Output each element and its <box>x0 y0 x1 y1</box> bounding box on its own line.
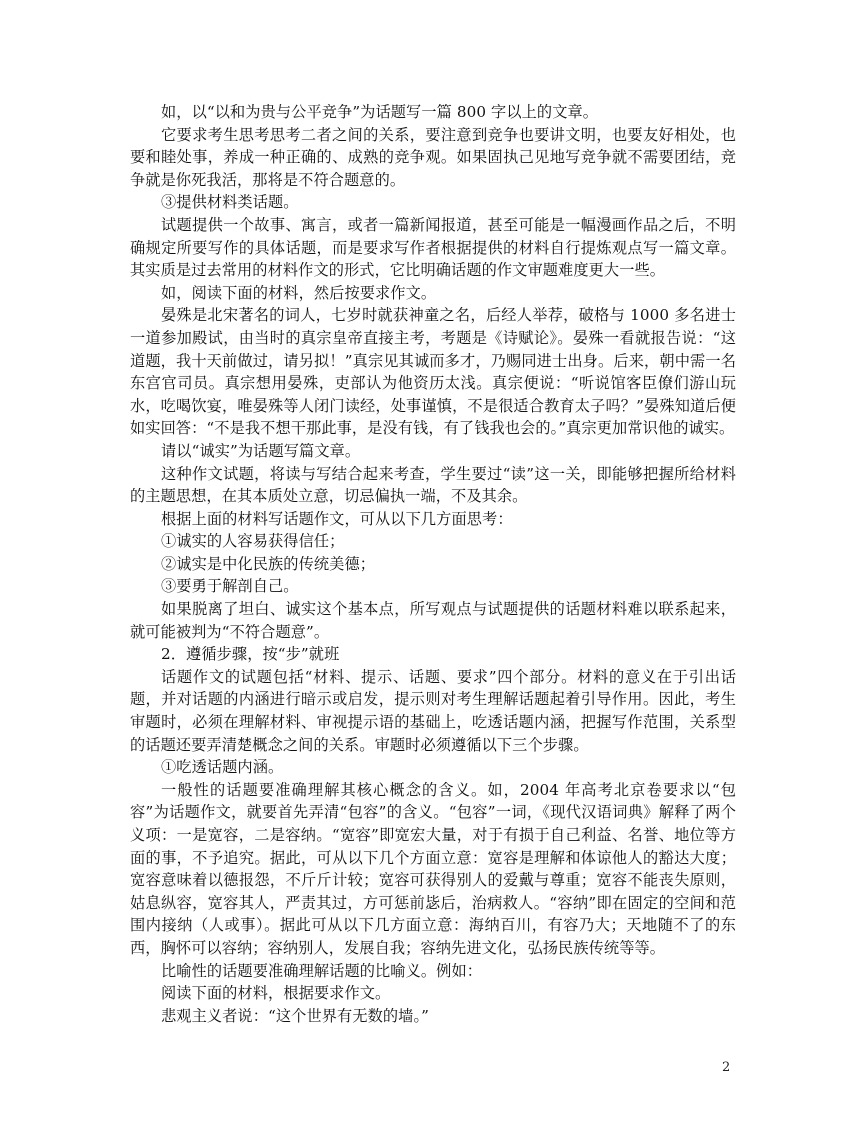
paragraph: 比喻性的话题要准确理解话题的比喻义。例如： <box>161 961 483 980</box>
paragraph: 请以“诚实”为话题写篇文章。 <box>161 441 361 460</box>
paragraph: 试题提供一个故事、寓言，或者一篇新闻报道，甚至可能是一幅漫画作品之后，不明确规定所要写作的具体话题，而是要求写作者根据提供的材料自行提炼观点写一篇文章。其实质是过去常用的材料作文的形式，它比明确话题的作文审题难度更大一些。 <box>130 215 736 280</box>
paragraph: 话题作文的试题包括“材料、提示、话题、要求”四个部分。材料的意义在于引出话题，并对话题的内涵进行暗示或启发，提示则对考生理解话题起着引导作用。因此，考生审题时，必须在理解材料、审视提示语的基础上，吃透话题内涵，把握写作范围，关系型的话题还要弄清楚概念之间的关系。审题时必须遵循以下三个步骤。 <box>130 667 736 754</box>
paragraph: 一般性的话题要准确理解其核心概念的含义。如，2004 年高考北京卷要求以“包容”为话题作文，就要首先弄清“包容”的含义。“包容”一词，《现代汉语词典》解释了两个义项：一是宽容，二是容纳。“宽容”即宽宏大量，对于有损于自己利益、名誉、地位等方面的事，不予追究。据此，可从以下几个方面立意：宽容是理解和体谅他人的豁达大度；宽容意味着以德报怨，不斤斤计较；宽容可获得别人的爱戴与尊重；宽容不能丧失原则，姑息纵容，宽容其人，严责其过，方可惩前毖后，治病救人。“容纳”即在固定的空间和范围内接纳（人或事）。据此可从以下几方面立意：海纳百川，有容乃大；天地随不了的东西，胸怀可以容纳；容纳别人，发展自我；容纳先进文化，弘扬民族传统等等。 <box>130 780 736 957</box>
section-heading: 2．遵循步骤，按“步”就班 <box>161 645 340 664</box>
paragraph: 根据上面的材料写话题作文，可从以下几方面思考： <box>161 509 513 528</box>
paragraph: 晏殊是北宋著名的词人，七岁时就获神童之名，后经人举荐，破格与 1000 多名进士一道参加殿试，由当时的真宗皇帝直接主考，考题是《诗赋论》。晏殊一看就报告说：“这道题，我十天前做过，请另拟！”真宗见其诚而多才，乃赐同进士出身。后来，朝中需一名东宫官司员。真宗想用晏殊，吏部认为他资历太浅。真宗便说：“听说馆客臣僚们游山玩水，吃喝饮宴，唯晏殊等人闭门读经，处事谨慎，不是很适合教育太子吗？”晏殊知道后便如实回答：“不是我不想干那此事，是没有钱，有了钱我也会的。”真宗更加常识他的诚实。 <box>130 306 736 438</box>
paragraph: 如果脱离了坦白、诚实这个基本点，所写观点与试题提供的话题材料难以联系起来，就可能被判为“不符合题意”。 <box>130 600 736 641</box>
paragraph: ①吃透话题内涵。 <box>161 758 284 777</box>
paragraph: 阅读下面的材料，根据要求作文。 <box>161 984 391 1003</box>
paragraph: 它要求考生思考思考二者之间的关系，要注意到竞争也要讲文明，也要友好相处，也要和睦处事，养成一种正确的、成熟的竞争观。如果固执己见地写竞争就不需要团结，竞争就是你死我活，那将是不符合题意的。 <box>130 125 736 189</box>
paragraph: 如，阅读下面的材料，然后按要求作文。 <box>161 283 437 302</box>
paragraph: 如，以“以和为贵与公平竞争”为话题写一篇 800 字以上的文章。 <box>161 103 599 121</box>
document-body <box>130 101 736 1027</box>
paragraph: ③提供材料类话题。 <box>161 193 299 212</box>
paragraph: ③要勇于解剖自己。 <box>161 577 299 596</box>
paragraph: 悲观主义者说：“这个世界有无数的墙。” <box>161 1006 430 1025</box>
paragraph: 这种作文试题，将读与写结合起来考查，学生要过“读”这一关，即能够把握所给材料的主题思想，在其本质处立意，切忌偏执一端，不及其余。 <box>130 464 736 506</box>
paragraph: ①诚实的人容易获得信任； <box>161 532 345 551</box>
page-number: 2 <box>722 1060 731 1075</box>
paragraph: ②诚实是中化民族的传统美德； <box>161 554 376 573</box>
